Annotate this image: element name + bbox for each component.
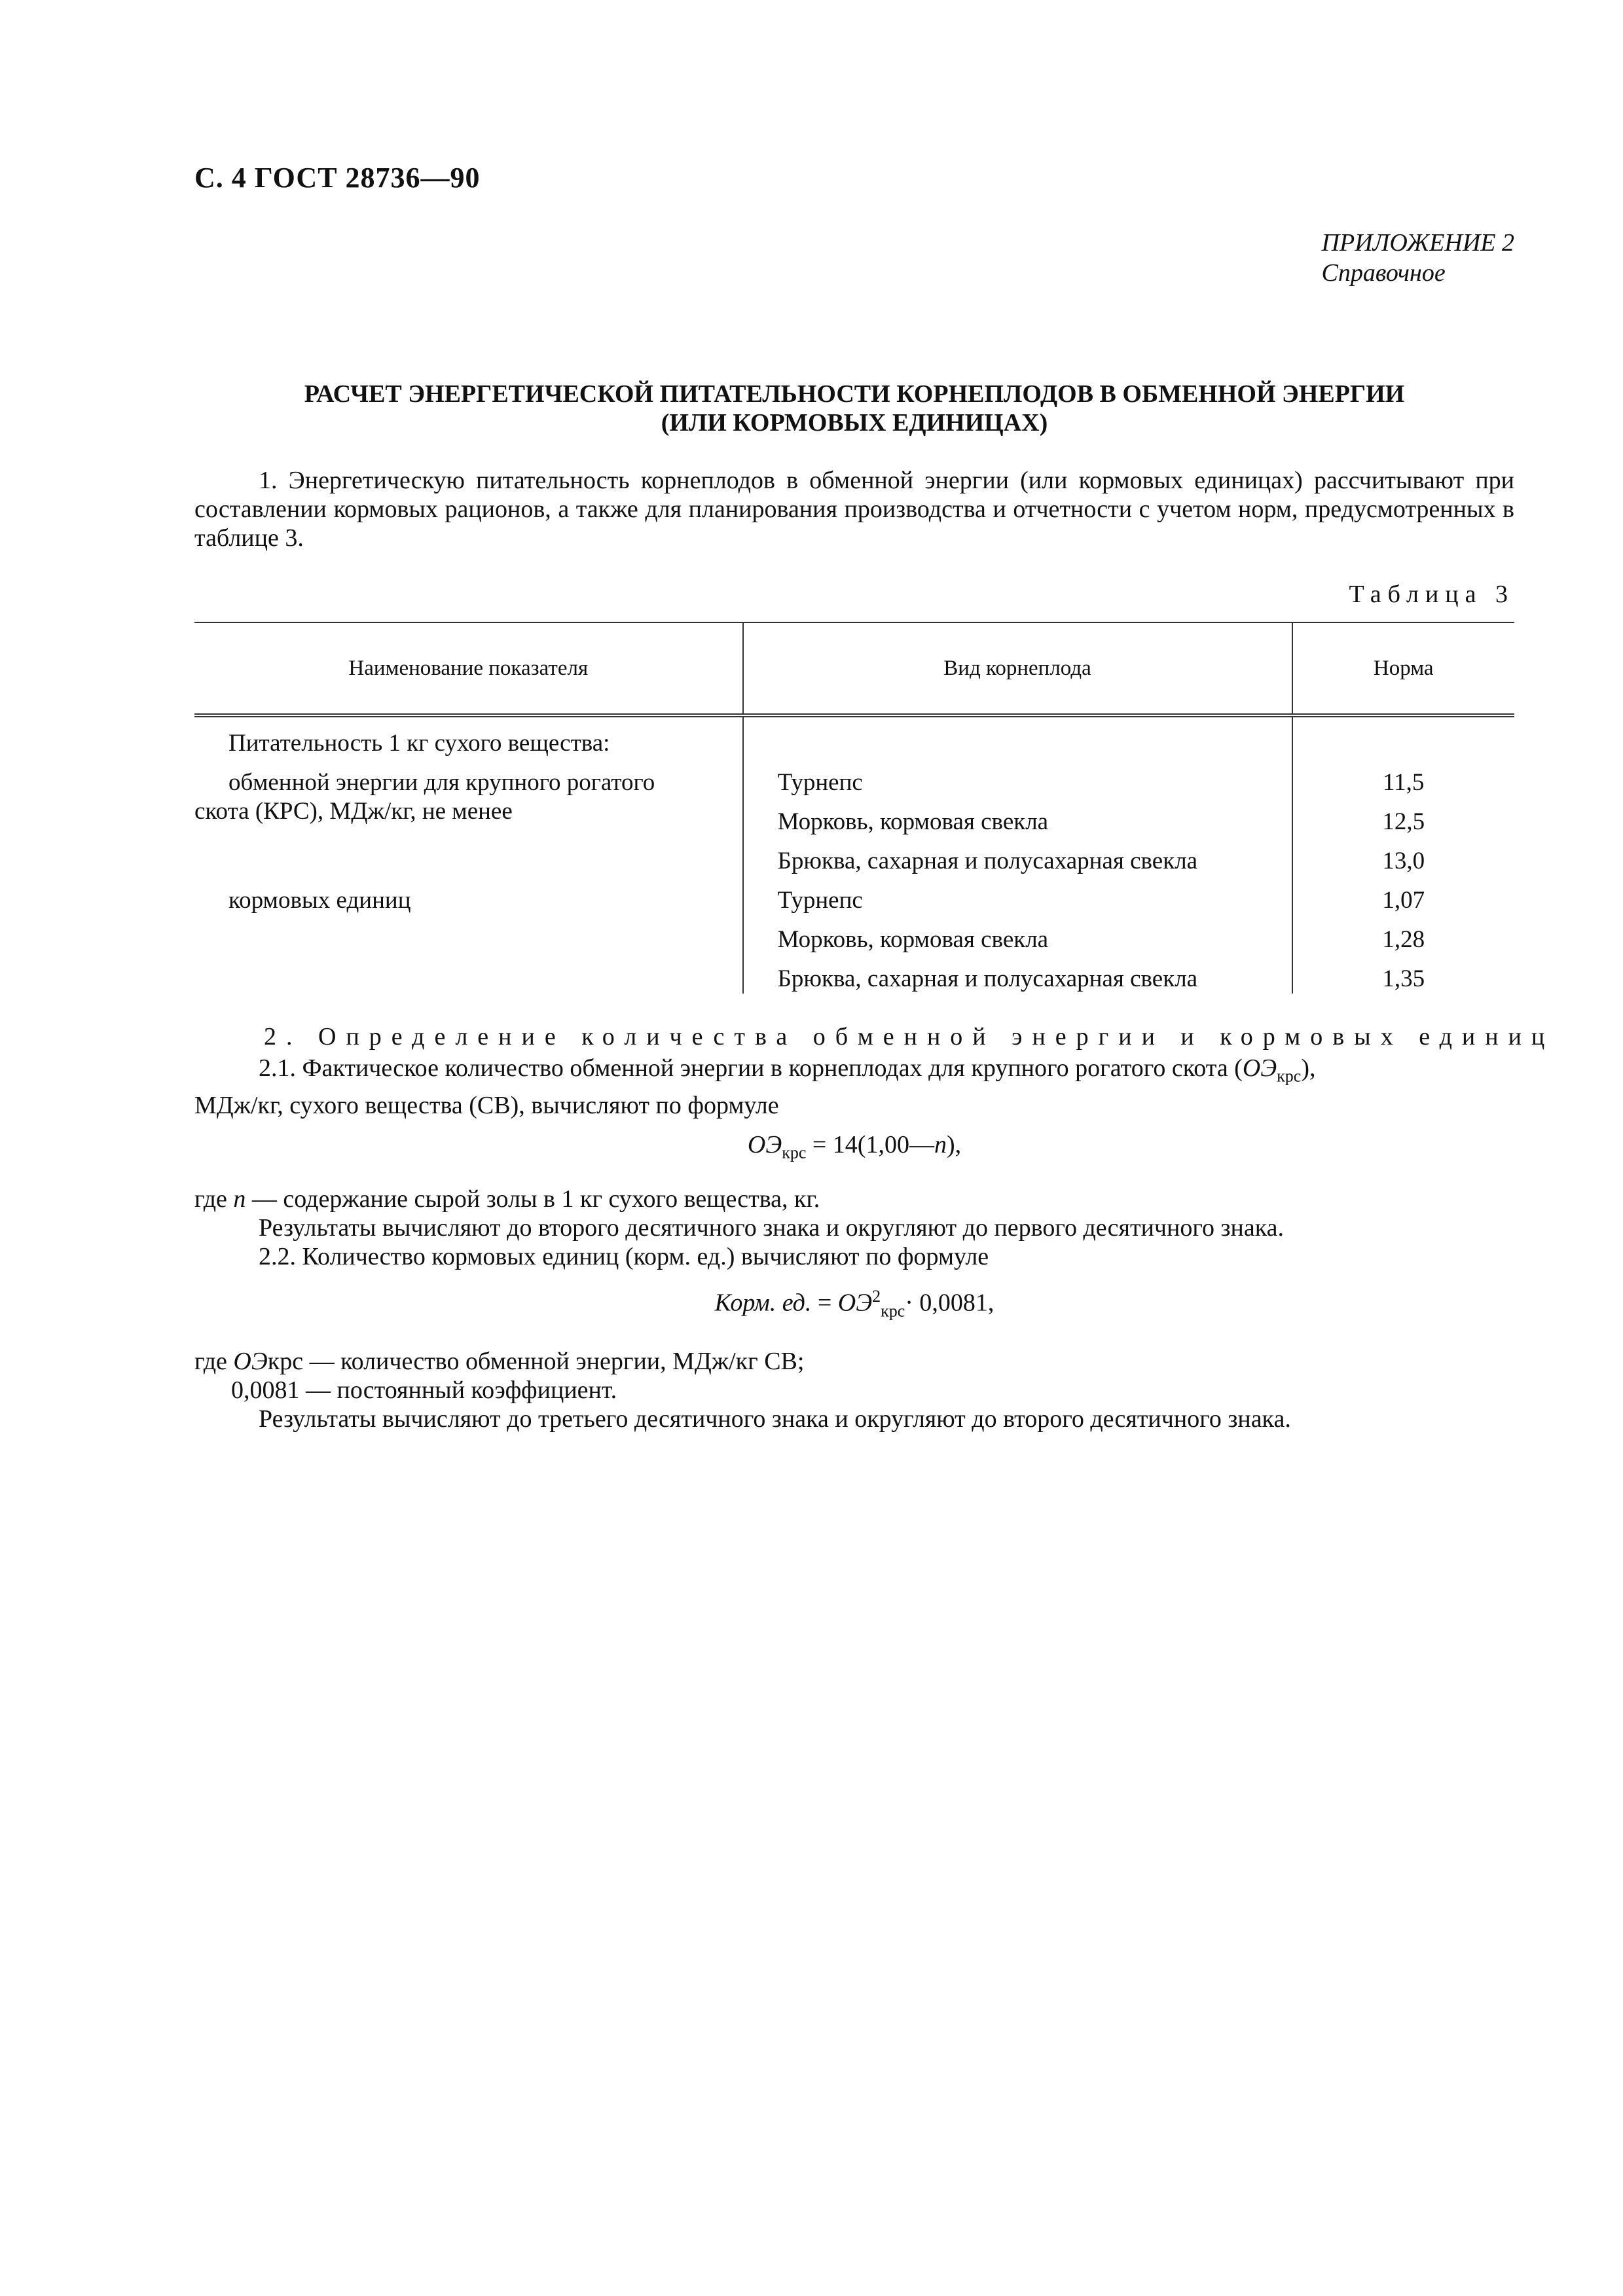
formula-2: [194, 1287, 1514, 1321]
table-3-caption: Таблица 3: [1349, 581, 1514, 608]
group1-label-b: скота (КРС), МДж/кг, не менее: [194, 797, 743, 836]
section-2-1-paragraph: [194, 1054, 1514, 1120]
formula2-krs: крс: [881, 1301, 905, 1321]
result-1: Результаты вычисляют до второго десятичного знака и округляют до первого десятичного знака.: [259, 1214, 1284, 1242]
section-1-paragraph: [194, 466, 1514, 552]
root-type-cell: Брюква, сахарная и полусахарная свекла: [743, 954, 1292, 994]
document-title: [194, 380, 1514, 437]
norm-cell: 1,07: [1382, 887, 1425, 914]
where1-n: n: [233, 1185, 246, 1213]
table-row: [194, 715, 1514, 758]
where-2-block: [194, 1347, 1514, 1433]
title-line-2: (ИЛИ КОРМОВЫХ ЕДИНИЦАХ): [661, 409, 1048, 437]
where2-post: — количество обменной энергии, МДж/кг СВ;: [303, 1348, 805, 1375]
where1-post: — содержание сырой золы в 1 кг сухого вещества, кг.: [246, 1185, 820, 1213]
root-type-cell: Морковь, кормовая свекла: [743, 915, 1292, 954]
oe-symbol: ОЭ: [1242, 1054, 1277, 1082]
title-line-1: РАСЧЕТ ЭНЕРГЕТИЧЕСКОЙ ПИТАТЕЛЬНОСТИ КОРНЕПЛОДОВ В ОБМЕННОЙ ЭНЕРГИИ: [304, 380, 1405, 408]
formula2-oe: ОЭ: [837, 1289, 873, 1317]
table-row: [194, 954, 1514, 994]
p21-text-c: МДж/кг, сухого вещества (СВ), вычисляют по формуле: [194, 1091, 779, 1119]
table-header-row: [194, 622, 1514, 715]
formula1-rest: = 14(1,00—: [806, 1131, 934, 1158]
formula1-krs: крс: [782, 1143, 807, 1162]
table-row: [194, 915, 1514, 954]
norm-cell: 13,0: [1382, 848, 1425, 874]
where1-pre: где: [194, 1185, 234, 1213]
formula2-lhs: Корм. ед.: [714, 1289, 812, 1317]
section-2-heading: 2. Определение количества обменной энергии и кормовых единиц: [264, 1023, 1555, 1050]
coefficient-text: 0,0081 — постоянный коэффициент.: [231, 1376, 617, 1404]
where2-pre: где: [194, 1348, 234, 1375]
table-row: [194, 797, 1514, 836]
where2-krs: крс: [267, 1348, 304, 1375]
table-row: [194, 758, 1514, 797]
where2-oe: ОЭ: [233, 1348, 268, 1375]
page-header: С. 4 ГОСТ 28736—90: [194, 162, 481, 194]
formula2-eq: =: [811, 1289, 838, 1317]
appendix-label: ПРИЛОЖЕНИЕ 2: [1321, 229, 1514, 257]
p21-text-b: ),: [1301, 1054, 1316, 1082]
formula1-n: n: [934, 1131, 947, 1158]
krs-subscript: крс: [1277, 1066, 1302, 1086]
formula2-end: · 0,0081,: [905, 1289, 994, 1317]
group1-label-a: обменной энергии для крупного рогатого: [194, 758, 743, 797]
where-1-block: [194, 1185, 1514, 1271]
appendix-type: Справочное: [1321, 259, 1446, 287]
norm-cell: 1,28: [1382, 926, 1425, 953]
root-type-cell: Турнепс: [743, 758, 1292, 797]
table-row: [194, 836, 1514, 876]
result-2: Результаты вычисляют до третьего десятичного знака и округляют до второго десятичного знака.: [259, 1405, 1291, 1433]
formula1-end: ),: [946, 1131, 962, 1158]
root-type-cell: Морковь, кормовая свекла: [743, 797, 1292, 836]
formula1-oe: ОЭ: [747, 1131, 782, 1158]
header-root-type: Вид корнеплода: [743, 622, 1292, 715]
root-type-cell: Брюква, сахарная и полусахарная свекла: [743, 836, 1292, 876]
group-title: Питательность 1 кг сухого вещества:: [194, 715, 743, 758]
norm-cell: 12,5: [1382, 808, 1425, 835]
norm-cell: 11,5: [1383, 769, 1425, 796]
header-norm: Норма: [1292, 622, 1515, 715]
root-type-cell: Турнепс: [743, 876, 1292, 915]
group2-label: кормовых единиц: [194, 876, 743, 915]
appendix-label-block: [1322, 228, 1514, 288]
section-1-text: 1. Энергетическую питательность корнеплодов в обменной энергии (или кормовых единицах) рассчитывают при составлении кормовых рационов, а также для планирования производства и отчетности с учетом норм, предусмотренных в таблице 3.: [194, 467, 1514, 552]
formula-1: [194, 1130, 1514, 1163]
header-indicator: Наименование показателя: [194, 622, 743, 715]
table-3: [194, 622, 1514, 994]
p21-text-a: 2.1. Фактическое количество обменной энергии в корнеплодах для крупного рогатого скота (: [259, 1054, 1243, 1082]
formula2-sup: 2: [872, 1287, 881, 1306]
norm-cell: 1,35: [1382, 965, 1425, 992]
table-row: [194, 876, 1514, 915]
p22-text: 2.2. Количество кормовых единиц (корм. ед.) вычисляют по формуле: [259, 1243, 989, 1270]
